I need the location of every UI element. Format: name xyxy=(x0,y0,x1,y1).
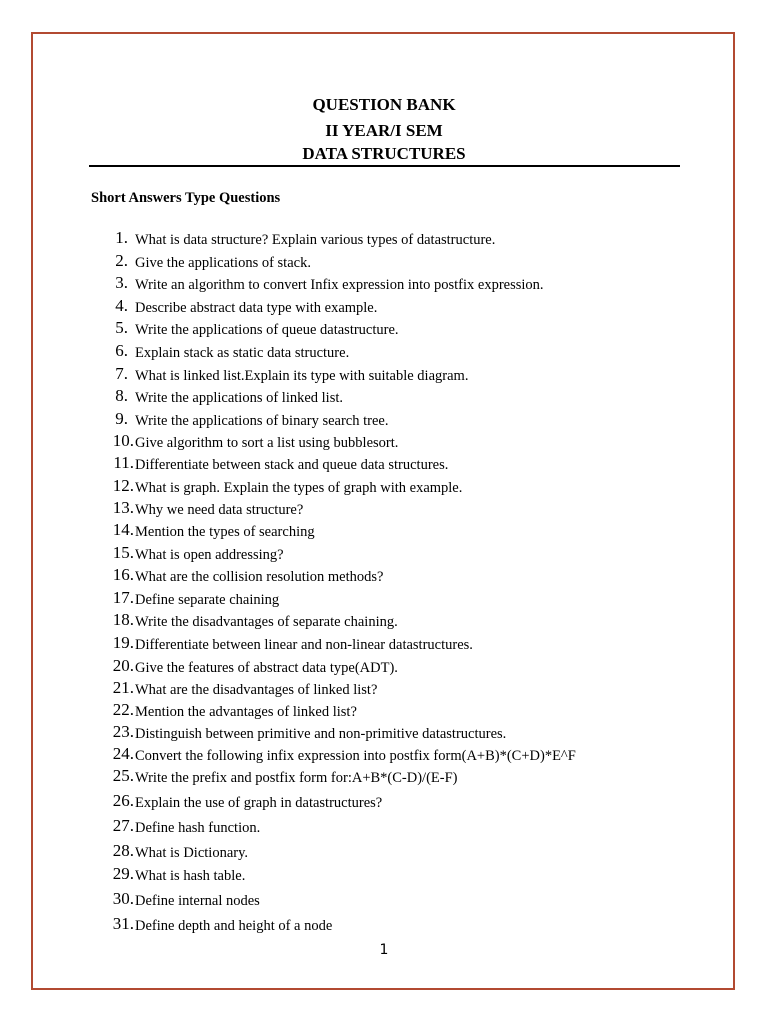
question-number: 20. xyxy=(112,656,134,675)
question-text: Give the features of abstract data type(ADT). xyxy=(135,660,398,676)
question-number: 17. xyxy=(112,588,134,607)
question-number: 28. xyxy=(112,841,134,860)
question-text: What is data structure? Explain various types of datastructure. xyxy=(135,232,496,248)
question-number: 2. xyxy=(115,251,128,270)
question-number: 14. xyxy=(112,520,134,539)
question-number: 22. xyxy=(112,700,134,719)
question-text: What is graph. Explain the types of graph with example. xyxy=(135,480,463,496)
section-heading: Short Answers Type Questions xyxy=(91,190,281,206)
question-text: What is linked list.Explain its type with suitable diagram. xyxy=(135,368,469,384)
question-number: 7. xyxy=(115,364,128,383)
question-number: 19. xyxy=(112,633,134,652)
question-number: 21. xyxy=(112,678,134,697)
question-number: 31. xyxy=(112,914,134,933)
question-text: Write the prefix and postfix form for:A+B*(C-D)/(E-F) xyxy=(135,770,458,786)
question-text: Convert the following infix expression into postfix form(A+B)*(C+D)*E^F xyxy=(135,748,576,764)
question-text: Define separate chaining xyxy=(135,592,280,608)
question-text: Distinguish between primitive and non-primitive datastructures. xyxy=(135,726,507,742)
question-number: 4. xyxy=(115,296,128,315)
doc-title: QUESTION BANK xyxy=(312,95,456,114)
question-text: Describe abstract data type with example. xyxy=(135,300,378,316)
question-text: Write the disadvantages of separate chaining. xyxy=(135,614,398,630)
question-text: Define internal nodes xyxy=(135,893,260,909)
doc-year-sem: II YEAR/I SEM xyxy=(325,121,443,140)
question-number: 9. xyxy=(115,409,128,428)
question-text: Write the applications of queue datastructure. xyxy=(135,322,399,338)
question-number: 5. xyxy=(115,318,128,337)
question-number: 3. xyxy=(115,273,128,292)
doc-subject: DATA STRUCTURES xyxy=(302,144,466,163)
question-number: 1. xyxy=(115,228,128,247)
question-number: 25. xyxy=(112,766,134,785)
question-text: Give algorithm to sort a list using bubblesort. xyxy=(135,435,399,451)
question-number: 27. xyxy=(112,816,134,835)
page-number: 1 xyxy=(379,942,389,958)
question-text: Define depth and height of a node xyxy=(135,918,333,934)
question-number: 11. xyxy=(113,453,134,472)
question-text: What are the collision resolution methods? xyxy=(135,569,384,585)
question-number: 15. xyxy=(112,543,134,562)
question-text: Differentiate between linear and non-linear datastructures. xyxy=(135,637,473,653)
question-text: Why we need data structure? xyxy=(135,502,304,518)
question-number: 30. xyxy=(112,889,134,908)
title-divider xyxy=(89,165,680,167)
question-text: What is hash table. xyxy=(135,868,246,884)
question-text: Explain the use of graph in datastructures? xyxy=(135,795,383,811)
question-text: What is Dictionary. xyxy=(135,845,249,861)
question-text: Write the applications of binary search tree. xyxy=(135,413,389,429)
question-number: 10. xyxy=(112,431,134,450)
question-number: 16. xyxy=(112,565,134,584)
question-number: 24. xyxy=(112,744,134,763)
question-text: Differentiate between stack and queue data structures. xyxy=(135,457,449,473)
question-number: 23. xyxy=(112,722,134,741)
question-text: Explain stack as static data structure. xyxy=(135,345,350,361)
question-number: 29. xyxy=(112,864,134,883)
question-text: What are the disadvantages of linked list? xyxy=(135,682,378,698)
question-text: Mention the advantages of linked list? xyxy=(135,704,357,720)
question-number: 26. xyxy=(112,791,134,810)
question-number: 12. xyxy=(112,476,134,495)
question-text: Write the applications of linked list. xyxy=(135,390,344,406)
question-number: 6. xyxy=(115,341,128,360)
question-number: 8. xyxy=(115,386,128,405)
question-number: 13. xyxy=(112,498,134,517)
question-text: Mention the types of searching xyxy=(135,524,315,540)
question-text: Define hash function. xyxy=(135,820,261,836)
question-text: Write an algorithm to convert Infix expression into postfix expression. xyxy=(135,277,544,293)
question-text: Give the applications of stack. xyxy=(135,255,311,271)
question-number: 18. xyxy=(112,610,134,629)
question-text: What is open addressing? xyxy=(135,547,284,563)
